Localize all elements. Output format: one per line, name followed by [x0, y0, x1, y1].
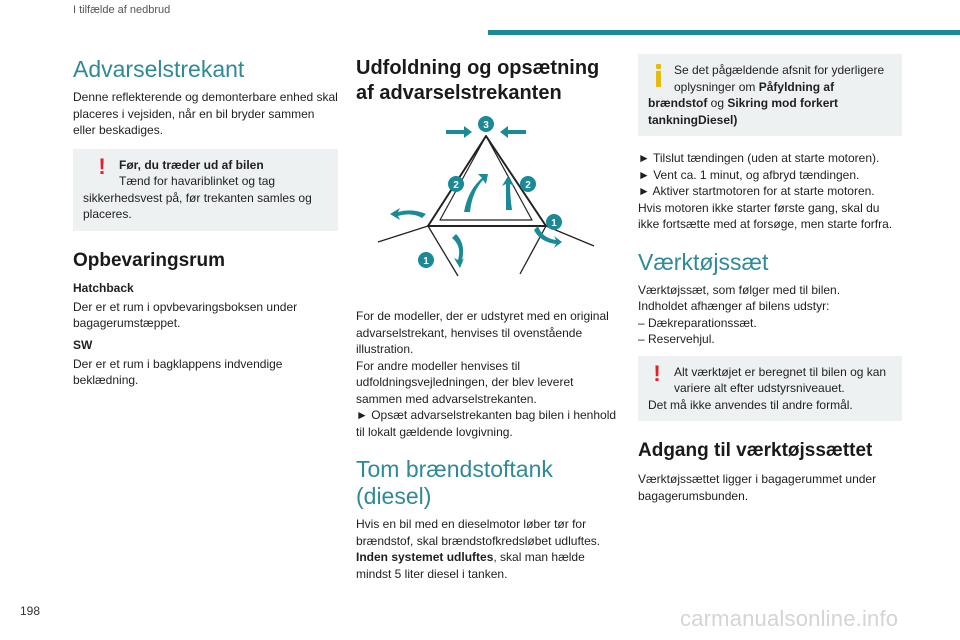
heading-advarselstrekant: Advarselstrekant	[73, 56, 245, 82]
warning-box	[638, 356, 902, 422]
section-title: I tilfælde af nedbrud	[73, 4, 171, 16]
heading-vaerktojssaet: Værktøjssæt	[638, 248, 769, 275]
watermark: carmanualsonline.info	[680, 606, 899, 631]
step-line: ► Aktiver startmotoren for at starte motoren.	[638, 184, 875, 198]
paragraph	[356, 549, 618, 582]
paragraph: Denne reflekterende og demonterbare enhed skal placeres i vejsiden, når en bil bryder sammen eller beskadiges.	[73, 90, 338, 137]
list-item: – Dækreparationssæt.	[638, 315, 757, 330]
step-line: ► Tilslut tændingen (uden at starte motoren).	[638, 151, 880, 165]
paragraph: Hvis motoren ikke starter første gang, skal du ikke fortsætte med at forsøge, men starte forfra.	[638, 200, 893, 231]
list-item: – Reservehjul.	[638, 332, 715, 346]
warning-text: Alt værktøjet er beregnet til bilen og kan variere alt efter udstyrsniveauet.	[674, 364, 887, 395]
text: , skal man hælde mindst 5 liter diesel i tanken.	[356, 550, 585, 581]
heading-udfoldning: Udfoldning og opsætning af advarselstrekanten	[356, 57, 600, 104]
badge-1-left: 1	[423, 256, 429, 267]
badge-1-right: 1	[551, 218, 557, 229]
install-step: ► Opsæt advarselstrekanten bag bilen i henhold til lokalt gældende lovgivning.	[356, 408, 617, 439]
paragraph: Der er et rum i opvbevaringsboksen under bagagerumstæppet.	[73, 299, 298, 330]
heading-opbevaringsrum: Opbevaringsrum	[73, 249, 226, 271]
warning-exclamation-icon: !	[98, 153, 106, 179]
warning-box	[73, 149, 338, 231]
paragraph: For de modeller, der er udstyret med en original advarselstrekant, henvises til ovenstående illustration.	[356, 309, 609, 356]
paragraph: Værktøjssættet ligger i bagagerummet under bagagerumsbunden.	[638, 472, 877, 503]
heading-adgang: Adgang til værktøjssættet	[638, 440, 873, 461]
paragraph: Der er et rum i bagklappens indvendige beklædning.	[73, 356, 283, 387]
subheading-hatchback: Hatchback	[73, 280, 134, 295]
paragraph: Hvis en bil med en dieselmotor løber tør for brændstof, skal brændstofkredsløbet udluftes.	[356, 517, 601, 548]
page-number: 198	[20, 604, 41, 618]
step-line: ► Vent ca. 1 minut, og afbryd tændingen.	[638, 167, 860, 182]
info-text: Se det pågældende afsnit for yderligere oplysninger om Påfyldning af brændstof og Sikring mod forkert tankningDiesel)	[648, 63, 885, 127]
warning-text: Tænd for havariblinket og tag sikkerhedsvest på, før trekanten samles og placeres.	[83, 174, 312, 221]
badge-2-left: 2	[453, 180, 459, 191]
info-icon	[652, 64, 666, 88]
column-left	[73, 52, 338, 395]
warning-title: Før, du træder ud af bilen	[119, 157, 264, 172]
subheading-sw: SW	[73, 337, 93, 352]
paragraph: Indholdet afhænger af bilens udstyr:	[638, 299, 830, 313]
info-box	[638, 54, 902, 136]
badge-3: 3	[483, 120, 489, 131]
column-middle	[356, 52, 618, 588]
header-accent-bar	[488, 30, 960, 35]
paragraph: Værktøjssæt, som følger med til bilen.	[638, 282, 841, 297]
heading-tom-braendstoftank: Tom brændstoftank (diesel)	[356, 456, 553, 509]
bold-text: Inden systemet udluftes	[356, 550, 494, 564]
warning-triangle-illustration	[356, 114, 618, 294]
badge-2-right: 2	[525, 180, 531, 191]
warning-text: Det må ikke anvendes til andre formål.	[648, 397, 853, 412]
warning-exclamation-icon: !	[653, 360, 661, 386]
column-right	[638, 52, 902, 510]
paragraph: For andre modeller henvises til udfoldningsvejledningen, der blev leveret sammen med advarselstrekanten.	[356, 358, 574, 406]
warning-content	[83, 153, 328, 223]
triangle-diagram	[356, 114, 618, 294]
